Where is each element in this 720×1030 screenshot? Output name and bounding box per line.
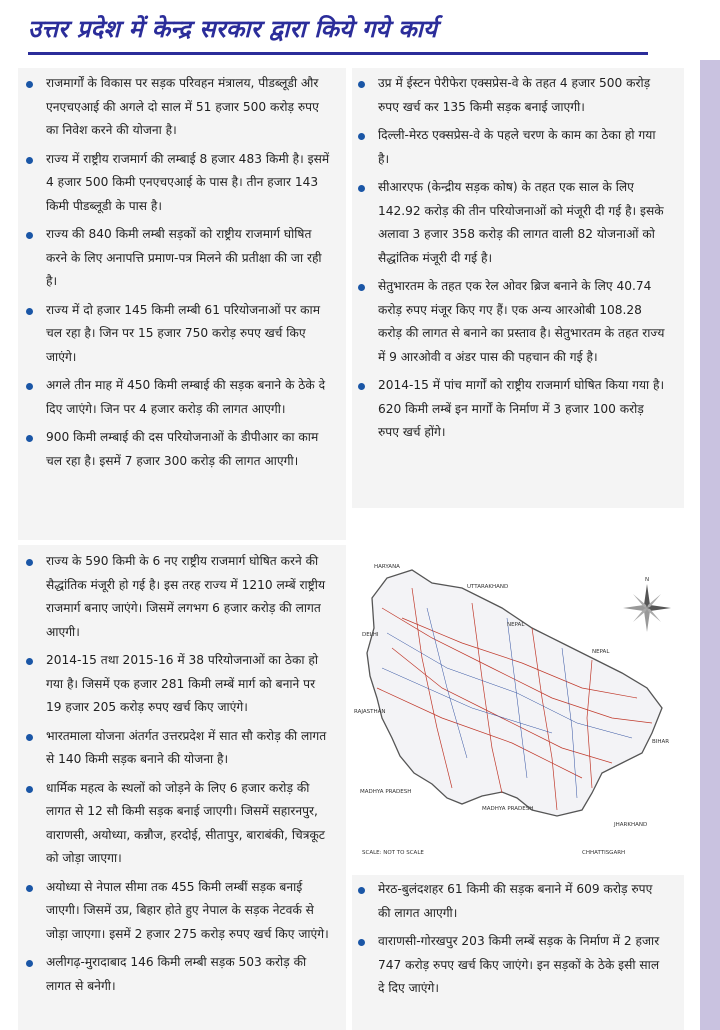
item-text: राज्य में राष्ट्रीय राजमार्ग की लम्बाई 8 हजार 483 किमी है। इसमें 4 हजार 500 किमी एनएचएआई के पास है। तीन हजार 143 किमी पीडब्लूडी के पास है। [46, 151, 330, 213]
list-item [24, 426, 330, 473]
bullet-icon [26, 435, 33, 442]
compass-north-label: N [645, 577, 650, 583]
bullet-icon [26, 559, 33, 566]
list-item [356, 72, 666, 119]
title-underline [28, 52, 648, 55]
item-text: दिल्ली-मेरठ एक्सप्रेस-वे के पहले चरण के काम का ठेका हो गया है। [378, 128, 656, 166]
list-item [24, 72, 330, 143]
list-item [356, 124, 666, 171]
top-left-list [24, 72, 330, 478]
map-label-rajasthan: RAJASTHAN [354, 709, 386, 715]
item-text: राज्य की 840 किमी लम्बी सड़कों को राष्ट्रीय राजमार्ग घोषित करने के लिए अनापत्ति प्रमाण-पत्र मिलने की प्रतीक्षा की जा रही है। [46, 227, 322, 288]
bullet-icon [26, 308, 33, 315]
bottom-right-list [356, 878, 666, 1006]
list-item [356, 176, 666, 270]
right-decorative-bar [700, 60, 720, 1030]
item-text: 900 किमी लम्बाई की दस परियोजनाओं के डीपीआर का काम चल रहा है। इसमें 7 हजार 300 करोड़ की लागत आएगी। [46, 430, 319, 468]
item-text: वाराणसी-गोरखपुर 203 किमी लम्बें सड़क के निर्माण में 2 हजार 747 करोड़ रुपए खर्च किए जाएंगे। इन सड़कों के ठेके इसी साल दे दिए जाएंगे। [378, 934, 660, 995]
page-title [28, 12, 648, 48]
uttar-pradesh-map [352, 548, 682, 868]
map-label-nepal-west: NEPAL [507, 622, 525, 628]
bullet-icon [26, 960, 33, 967]
bullet-icon [26, 232, 33, 239]
list-item [24, 876, 330, 947]
bullet-icon [358, 284, 365, 291]
map-label-jharkhand: JHARKHAND [614, 822, 648, 828]
bullet-icon [358, 383, 365, 390]
list-item [24, 223, 330, 294]
map-scale-note: SCALE: NOT TO SCALE [362, 850, 424, 856]
map-label-delhi: DELHI [362, 632, 379, 638]
map-label-chhattisgarh: CHHATTISGARH [582, 850, 626, 856]
map-label-madhya-pradesh-south: MADHYA PRADESH [482, 806, 534, 812]
bullet-icon [358, 81, 365, 88]
bullet-icon [358, 939, 365, 946]
item-text: भारतमाला योजना अंतर्गत उत्तरप्रदेश में सात सौ करोड़ की लागत से 140 किमी सड़क बनाने की योजना है। [46, 728, 327, 766]
item-text: अगले तीन माह में 450 किमी लम्बाई की सड़क बनाने के ठेके दे दिए जाएंगे। जिन पर 4 हजार करोड़ की लागत आएगी। [46, 378, 326, 416]
bullet-icon [26, 734, 33, 741]
list-item [24, 374, 330, 421]
bottom-left-list [24, 550, 330, 1003]
page-title-text: उत्तर प्रदेश में केन्द्र सरकार द्वारा किये गये कार्य [28, 15, 438, 43]
item-text: राजमार्गों के विकास पर सड़क परिवहन मंत्रालय, पीडब्लूडी और एनएचएआई की अगले दो साल में 51 हजार 500 करोड़ रुपए का निवेश करने की योजना है। [46, 76, 319, 137]
bullet-icon [26, 658, 33, 665]
list-item [24, 299, 330, 370]
item-text: 2014-15 तथा 2015-16 में 38 परियोजनाओं का ठेका हो गया है। जिसमें एक हजार 281 किमी लम्बें मार्ग को बनाने पर 19 हजार 205 करोड़ रुपए खर्च किए जाएंगे। [46, 653, 318, 714]
item-text: राज्य के 590 किमी के 6 नए राष्ट्रीय राजमार्ग घोषित करने की सैद्धांतिक मंजूरी हो गई है। इस तरह राज्य में 1210 लम्बें राष्ट्रीय राजमार्ग बनाए जाएंगे। जिसमें लगभग 6 हजार करोड़ की लागत आएगी। [46, 554, 326, 639]
map-label-madhya-pradesh-west: MADHYA PRADESH [360, 789, 412, 795]
item-text: सीआरएफ (केन्द्रीय सड़क कोष) के तहत एक साल के लिए 142.92 करोड़ की तीन परियोजनाओं को मंजूरी दी गई है। इसके अलावा 3 हजार 358 करोड़ की लागत वाली 82 योजनाओं को सैद्धांतिक मंजूरी दी गई है। [378, 180, 664, 265]
map-label-bihar: BIHAR [652, 739, 670, 745]
map-label-nepal-east: NEPAL [592, 649, 610, 655]
list-item [24, 777, 330, 871]
bullet-icon [26, 786, 33, 793]
top-right-list [356, 72, 666, 450]
bullet-icon [358, 887, 365, 894]
item-text: अयोध्या से नेपाल सीमा तक 455 किमी लम्बीं सड़क बनाई जाएगी। जिसमें उप्र, बिहार होते हुए नेपाल के सड़क नेटवर्क से जोड़ा जाएगा। इसमें 2 हजार 275 करोड़ रुपए खर्च किए जाएंगे। [46, 879, 329, 941]
map-label-uttarakhand: UTTARAKHAND [467, 584, 509, 590]
list-item [24, 649, 330, 720]
item-text: सेतुभारतम के तहत एक रेल ओवर ब्रिज बनाने के लिए 40.74 करोड़ रुपए मंजूर किए गए हैं। एक अन्य आरओबी 108.28 करोड़ की लागत से बनाने का प्रस्ताव है। सेतुभारतम के तहत राज्य में 9 आरओवी व अंडर पास की पहचान की गई है। [378, 279, 665, 364]
bullet-icon [358, 133, 365, 140]
state-outline [367, 570, 662, 816]
compass-rose [623, 577, 671, 632]
bullet-icon [358, 185, 365, 192]
map-graphic [352, 548, 682, 868]
list-item [356, 275, 666, 369]
bullet-icon [26, 157, 33, 164]
item-text: 2014-15 में पांच मार्गों को राष्ट्रीय राजमार्ग घोषित किया गया है। 620 किमी लम्बें इन मार्गों के निर्माण में 3 हजार 100 करोड़ रुपए खर्च होंगे। [378, 378, 665, 439]
list-item [356, 878, 666, 925]
list-item [356, 374, 666, 445]
item-text: धार्मिक महत्व के स्थलों को जोड़ने के लिए 6 हजार करोड़ की लागत से 12 सौ किमी सड़क बनाई जाएगी। जिसमें सहारनपुर, वाराणसी, अयोध्या, कन्नौज, हरदोई, सीतापुर, बाराबंकी, चित्रकूट को जोड़ा जाएगा। [46, 780, 325, 865]
list-item [24, 951, 330, 998]
bullet-icon [26, 81, 33, 88]
list-item [356, 930, 666, 1001]
item-text: उप्र में ईस्टन पेरीफेरा एक्सप्रेस-वे के तहत 4 हजार 500 करोड़ रुपए खर्च कर 135 किमी सड़क बनाई जाएगी। [378, 76, 651, 114]
list-item [24, 550, 330, 644]
item-text: अलीगढ़-मुरादाबाद 146 किमी लम्बी सड़क 503 करोड़ की लागत से बनेगी। [46, 955, 307, 993]
map-label-haryana: HARYANA [374, 564, 400, 570]
item-text: राज्य में दो हजार 145 किमी लम्बी 61 परियोजनाओं पर काम चल रहा है। जिन पर 15 हजार 750 करोड़ रुपए खर्च किए जाएंगे। [46, 302, 320, 364]
list-item [24, 148, 330, 219]
bullet-icon [26, 885, 33, 892]
list-item [24, 725, 330, 772]
item-text: मेरठ-बुलंदशहर 61 किमी की सड़क बनाने में 609 करोड़ रुपए की लागत आएगी। [378, 882, 653, 920]
bullet-icon [26, 383, 33, 390]
